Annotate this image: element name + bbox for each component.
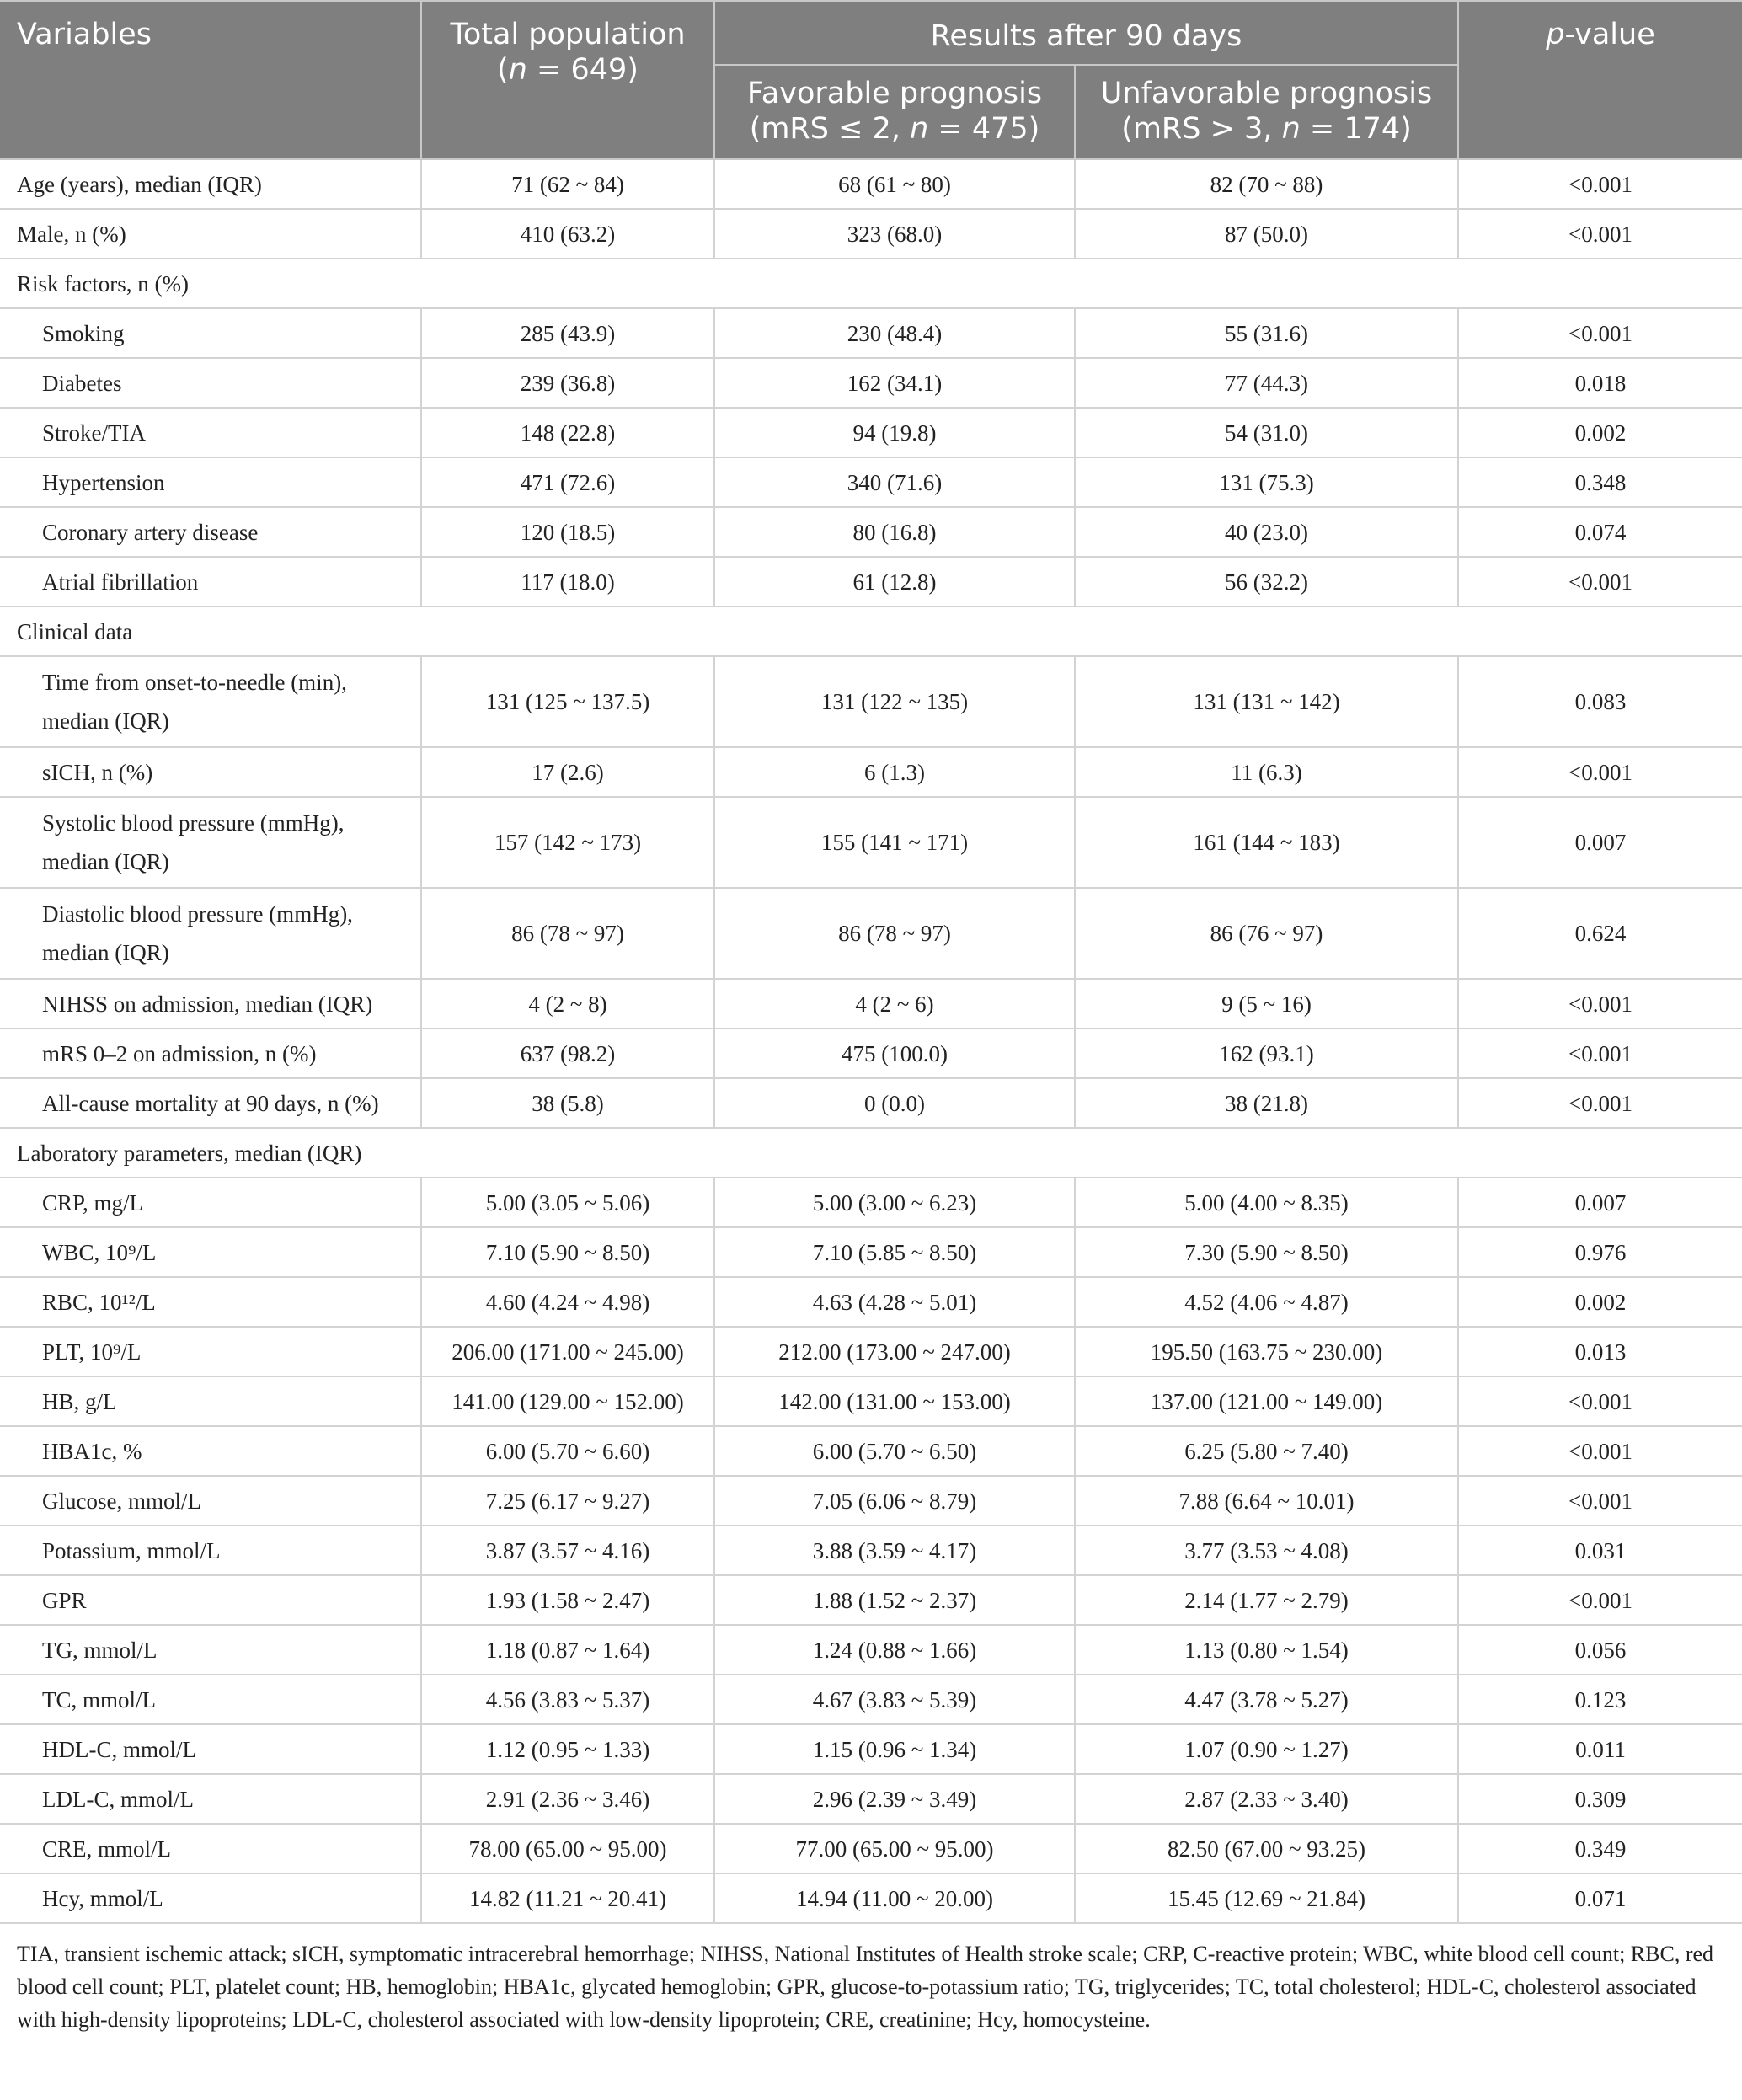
table-row — [0, 979, 1742, 1029]
table-row — [0, 797, 1742, 888]
table-row — [0, 507, 1742, 557]
pvalue-cell: <0.001 — [1458, 1575, 1742, 1625]
table-row — [0, 209, 1742, 259]
unfavorable-cell: 1.13 (0.80 ~ 1.54) — [1075, 1625, 1458, 1675]
variable-label-line2: median (IQR) — [42, 849, 169, 874]
pvalue-cell: 0.083 — [1458, 656, 1742, 747]
pvalue-cell: <0.001 — [1458, 1376, 1742, 1426]
variable-label: All-cause mortality at 90 days, n (%) — [0, 1078, 421, 1128]
favorable-cell: 6 (1.3) — [714, 747, 1075, 797]
table-row — [0, 1724, 1742, 1774]
table-row — [0, 888, 1742, 979]
favorable-cell: 475 (100.0) — [714, 1029, 1075, 1078]
header-pvalue: p-value — [1458, 1, 1742, 159]
total-cell: 637 (98.2) — [421, 1029, 714, 1078]
total-cell: 239 (36.8) — [421, 358, 714, 408]
favorable-cell: 80 (16.8) — [714, 507, 1075, 557]
unfavorable-cell: 3.77 (3.53 ~ 4.08) — [1075, 1526, 1458, 1575]
section-row — [0, 1128, 1742, 1178]
unfavorable-cell: 82 (70 ~ 88) — [1075, 159, 1458, 209]
favorable-cell: 2.96 (2.39 ~ 3.49) — [714, 1774, 1075, 1824]
favorable-cell: 3.88 (3.59 ~ 4.17) — [714, 1526, 1075, 1575]
pvalue-cell: 0.031 — [1458, 1526, 1742, 1575]
pvalue-cell: <0.001 — [1458, 209, 1742, 259]
variable-label: Hypertension — [0, 457, 421, 507]
total-cell: 7.25 (6.17 ~ 9.27) — [421, 1476, 714, 1526]
table-row — [0, 1277, 1742, 1327]
table-row — [0, 1625, 1742, 1675]
header-total-population — [421, 1, 714, 159]
table-body — [0, 159, 1742, 1923]
favorable-cell: 61 (12.8) — [714, 557, 1075, 606]
pvalue-cell: 0.007 — [1458, 797, 1742, 888]
header-total-line2: (n = 649) — [497, 53, 639, 87]
total-cell: 6.00 (5.70 ~ 6.60) — [421, 1426, 714, 1476]
variable-label-line2: median (IQR) — [42, 940, 169, 965]
pvalue-cell: 0.007 — [1458, 1178, 1742, 1227]
favorable-cell: 131 (122 ~ 135) — [714, 656, 1075, 747]
total-cell: 131 (125 ~ 137.5) — [421, 656, 714, 747]
pvalue-cell: 0.071 — [1458, 1873, 1742, 1923]
unfavorable-cell: 55 (31.6) — [1075, 308, 1458, 358]
unfavorable-cell: 87 (50.0) — [1075, 209, 1458, 259]
variable-label: CRE, mmol/L — [0, 1824, 421, 1873]
favorable-cell: 7.05 (6.06 ~ 8.79) — [714, 1476, 1075, 1526]
table-row — [0, 457, 1742, 507]
table-row — [0, 1426, 1742, 1476]
variable-label-line1: Time from onset-to-needle (min), — [42, 670, 347, 695]
total-cell: 141.00 (129.00 ~ 152.00) — [421, 1376, 714, 1426]
table-row — [0, 1029, 1742, 1078]
table-row — [0, 1178, 1742, 1227]
unfavorable-cell: 40 (23.0) — [1075, 507, 1458, 557]
variable-label: CRP, mg/L — [0, 1178, 421, 1227]
variable-label: HB, g/L — [0, 1376, 421, 1426]
unfavorable-cell: 54 (31.0) — [1075, 408, 1458, 457]
variable-label: TC, mmol/L — [0, 1675, 421, 1724]
pvalue-cell: 0.349 — [1458, 1824, 1742, 1873]
pvalue-cell: 0.018 — [1458, 358, 1742, 408]
favorable-cell: 77.00 (65.00 ~ 95.00) — [714, 1824, 1075, 1873]
variable-label — [0, 888, 421, 979]
unfavorable-cell: 5.00 (4.00 ~ 8.35) — [1075, 1178, 1458, 1227]
total-cell: 120 (18.5) — [421, 507, 714, 557]
variable-label: GPR — [0, 1575, 421, 1625]
total-cell: 4 (2 ~ 8) — [421, 979, 714, 1029]
favorable-cell: 142.00 (131.00 ~ 153.00) — [714, 1376, 1075, 1426]
pvalue-cell: 0.002 — [1458, 408, 1742, 457]
variable-label: TG, mmol/L — [0, 1625, 421, 1675]
total-cell: 5.00 (3.05 ~ 5.06) — [421, 1178, 714, 1227]
table-row — [0, 1575, 1742, 1625]
unfavorable-cell: 131 (75.3) — [1075, 457, 1458, 507]
variable-label: Atrial fibrillation — [0, 557, 421, 606]
table-row — [0, 408, 1742, 457]
pvalue-cell: 0.976 — [1458, 1227, 1742, 1277]
unfavorable-cell: 15.45 (12.69 ~ 21.84) — [1075, 1873, 1458, 1923]
unfavorable-cell: 56 (32.2) — [1075, 557, 1458, 606]
variable-label: HBA1c, % — [0, 1426, 421, 1476]
pvalue-cell: <0.001 — [1458, 1029, 1742, 1078]
total-cell: 3.87 (3.57 ~ 4.16) — [421, 1526, 714, 1575]
header-total-line1: Total population — [450, 18, 686, 51]
table-row — [0, 747, 1742, 797]
table-row — [0, 557, 1742, 606]
table-header — [0, 1, 1742, 159]
unfavorable-cell: 9 (5 ~ 16) — [1075, 979, 1458, 1029]
pvalue-cell: <0.001 — [1458, 557, 1742, 606]
variable-label-line1: Systolic blood pressure (mmHg), — [42, 810, 345, 836]
favorable-cell: 6.00 (5.70 ~ 6.50) — [714, 1426, 1075, 1476]
section-row — [0, 259, 1742, 308]
favorable-cell: 155 (141 ~ 171) — [714, 797, 1075, 888]
favorable-cell: 340 (71.6) — [714, 457, 1075, 507]
variable-label: mRS 0–2 on admission, n (%) — [0, 1029, 421, 1078]
favorable-cell: 5.00 (3.00 ~ 6.23) — [714, 1178, 1075, 1227]
header-favorable — [714, 65, 1075, 159]
table-row — [0, 308, 1742, 358]
variable-label: HDL-C, mmol/L — [0, 1724, 421, 1774]
unfavorable-cell: 137.00 (121.00 ~ 149.00) — [1075, 1376, 1458, 1426]
pvalue-cell: 0.309 — [1458, 1774, 1742, 1824]
favorable-cell: 162 (34.1) — [714, 358, 1075, 408]
pvalue-cell: 0.011 — [1458, 1724, 1742, 1774]
table-row — [0, 1078, 1742, 1128]
favorable-cell: 86 (78 ~ 97) — [714, 888, 1075, 979]
favorable-cell: 1.88 (1.52 ~ 2.37) — [714, 1575, 1075, 1625]
section-row — [0, 606, 1742, 656]
total-cell: 14.82 (11.21 ~ 20.41) — [421, 1873, 714, 1923]
unfavorable-cell: 4.52 (4.06 ~ 4.87) — [1075, 1277, 1458, 1327]
favorable-cell: 1.24 (0.88 ~ 1.66) — [714, 1625, 1075, 1675]
unfavorable-cell: 82.50 (67.00 ~ 93.25) — [1075, 1824, 1458, 1873]
unfavorable-cell: 2.14 (1.77 ~ 2.79) — [1075, 1575, 1458, 1625]
variable-label: Coronary artery disease — [0, 507, 421, 557]
unfavorable-cell: 195.50 (163.75 ~ 230.00) — [1075, 1327, 1458, 1376]
pvalue-cell: 0.002 — [1458, 1277, 1742, 1327]
total-cell: 78.00 (65.00 ~ 95.00) — [421, 1824, 714, 1873]
favorable-cell: 14.94 (11.00 ~ 20.00) — [714, 1873, 1075, 1923]
section-label: Laboratory parameters, median (IQR) — [0, 1128, 1742, 1178]
variable-label-line1: Diastolic blood pressure (mmHg), — [42, 901, 353, 927]
total-cell: 117 (18.0) — [421, 557, 714, 606]
favorable-cell: 4 (2 ~ 6) — [714, 979, 1075, 1029]
total-cell: 7.10 (5.90 ~ 8.50) — [421, 1227, 714, 1277]
pvalue-cell: 0.123 — [1458, 1675, 1742, 1724]
table-row — [0, 358, 1742, 408]
total-cell: 38 (5.8) — [421, 1078, 714, 1128]
table-row — [0, 1774, 1742, 1824]
table-row — [0, 1327, 1742, 1376]
pvalue-cell: <0.001 — [1458, 159, 1742, 209]
favorable-cell: 68 (61 ~ 80) — [714, 159, 1075, 209]
pvalue-cell: <0.001 — [1458, 308, 1742, 358]
table-row — [0, 1376, 1742, 1426]
variable-label: LDL-C, mmol/L — [0, 1774, 421, 1824]
favorable-cell: 230 (48.4) — [714, 308, 1075, 358]
unfavorable-cell: 162 (93.1) — [1075, 1029, 1458, 1078]
unfavorable-cell: 7.88 (6.64 ~ 10.01) — [1075, 1476, 1458, 1526]
variable-label: PLT, 10⁹/L — [0, 1327, 421, 1376]
table-row — [0, 1824, 1742, 1873]
total-cell: 1.18 (0.87 ~ 1.64) — [421, 1625, 714, 1675]
variable-label: Potassium, mmol/L — [0, 1526, 421, 1575]
unfavorable-cell: 38 (21.8) — [1075, 1078, 1458, 1128]
table-row — [0, 656, 1742, 747]
total-cell: 17 (2.6) — [421, 747, 714, 797]
table-footnote: TIA, transient ischemic attack; sICH, symptomatic intracerebral hemorrhage; NIHSS, National Institutes of Health stroke scale; CRP, C-reactive protein; WBC, white blood cell count; RBC, red blood cell count; PLT, platelet count; HB, hemoglobin; HBA1c, glycated hemoglobin; GPR, glucose-to-potassium ratio; TG, triglycerides; TC, total cholesterol; HDL-C, cholesterol associated with high-density lipoproteins; LDL-C, cholesterol associated with low-density lipoprotein; CRE, creatinine; Hcy, homocysteine. — [17, 1942, 1714, 2032]
total-cell: 2.91 (2.36 ~ 3.46) — [421, 1774, 714, 1824]
variable-label: Smoking — [0, 308, 421, 358]
total-cell: 86 (78 ~ 97) — [421, 888, 714, 979]
favorable-cell: 94 (19.8) — [714, 408, 1075, 457]
section-label: Risk factors, n (%) — [0, 259, 1742, 308]
variable-label: Stroke/TIA — [0, 408, 421, 457]
total-cell: 206.00 (171.00 ~ 245.00) — [421, 1327, 714, 1376]
favorable-cell: 7.10 (5.85 ~ 8.50) — [714, 1227, 1075, 1277]
variable-label: Age (years), median (IQR) — [0, 159, 421, 209]
header-variables: Variables — [0, 1, 421, 159]
variable-label: Glucose, mmol/L — [0, 1476, 421, 1526]
variable-label: Diabetes — [0, 358, 421, 408]
unfavorable-cell: 11 (6.3) — [1075, 747, 1458, 797]
favorable-cell: 212.00 (173.00 ~ 247.00) — [714, 1327, 1075, 1376]
table-row — [0, 1873, 1742, 1923]
variable-label: NIHSS on admission, median (IQR) — [0, 979, 421, 1029]
header-favorable-line1: Favorable prognosis — [746, 77, 1043, 110]
table-row — [0, 159, 1742, 209]
pvalue-cell: 0.056 — [1458, 1625, 1742, 1675]
header-unfavorable — [1075, 65, 1458, 159]
total-cell: 285 (43.9) — [421, 308, 714, 358]
unfavorable-cell: 7.30 (5.90 ~ 8.50) — [1075, 1227, 1458, 1277]
header-unfavorable-line1: Unfavorable prognosis — [1100, 77, 1433, 110]
unfavorable-cell: 161 (144 ~ 183) — [1075, 797, 1458, 888]
variable-label: Male, n (%) — [0, 209, 421, 259]
total-cell: 4.56 (3.83 ~ 5.37) — [421, 1675, 714, 1724]
favorable-cell: 323 (68.0) — [714, 209, 1075, 259]
pvalue-cell: <0.001 — [1458, 979, 1742, 1029]
total-cell: 148 (22.8) — [421, 408, 714, 457]
section-label: Clinical data — [0, 606, 1742, 656]
variable-label: Hcy, mmol/L — [0, 1873, 421, 1923]
header-unfavorable-line2: (mRS > 3, n = 174) — [1121, 112, 1412, 146]
pvalue-cell: <0.001 — [1458, 1078, 1742, 1128]
header-results-group: Results after 90 days — [714, 1, 1458, 65]
unfavorable-cell: 6.25 (5.80 ~ 7.40) — [1075, 1426, 1458, 1476]
total-cell: 1.93 (1.58 ~ 2.47) — [421, 1575, 714, 1625]
total-cell: 4.60 (4.24 ~ 4.98) — [421, 1277, 714, 1327]
unfavorable-cell: 77 (44.3) — [1075, 358, 1458, 408]
unfavorable-cell: 86 (76 ~ 97) — [1075, 888, 1458, 979]
favorable-cell: 1.15 (0.96 ~ 1.34) — [714, 1724, 1075, 1774]
pvalue-cell: 0.624 — [1458, 888, 1742, 979]
total-cell: 410 (63.2) — [421, 209, 714, 259]
favorable-cell: 0 (0.0) — [714, 1078, 1075, 1128]
pvalue-cell: 0.348 — [1458, 457, 1742, 507]
favorable-cell: 4.67 (3.83 ~ 5.39) — [714, 1675, 1075, 1724]
pvalue-cell: <0.001 — [1458, 1426, 1742, 1476]
total-cell: 157 (142 ~ 173) — [421, 797, 714, 888]
variable-label: WBC, 10⁹/L — [0, 1227, 421, 1277]
favorable-cell: 4.63 (4.28 ~ 5.01) — [714, 1277, 1075, 1327]
variable-label — [0, 656, 421, 747]
unfavorable-cell: 1.07 (0.90 ~ 1.27) — [1075, 1724, 1458, 1774]
variable-label: sICH, n (%) — [0, 747, 421, 797]
unfavorable-cell: 131 (131 ~ 142) — [1075, 656, 1458, 747]
table-row — [0, 1476, 1742, 1526]
pvalue-cell: 0.013 — [1458, 1327, 1742, 1376]
pvalue-cell: <0.001 — [1458, 1476, 1742, 1526]
pvalue-cell: <0.001 — [1458, 747, 1742, 797]
variable-label — [0, 797, 421, 888]
header-favorable-line2: (mRS ≤ 2, n = 475) — [749, 112, 1040, 146]
table-row — [0, 1227, 1742, 1277]
table-row — [0, 1526, 1742, 1575]
unfavorable-cell: 2.87 (2.33 ~ 3.40) — [1075, 1774, 1458, 1824]
total-cell: 471 (72.6) — [421, 457, 714, 507]
table-row — [0, 1675, 1742, 1724]
pvalue-cell: 0.074 — [1458, 507, 1742, 557]
variable-label-line2: median (IQR) — [42, 708, 169, 734]
unfavorable-cell: 4.47 (3.78 ~ 5.27) — [1075, 1675, 1458, 1724]
variable-label: RBC, 10¹²/L — [0, 1277, 421, 1327]
total-cell: 71 (62 ~ 84) — [421, 159, 714, 209]
total-cell: 1.12 (0.95 ~ 1.33) — [421, 1724, 714, 1774]
